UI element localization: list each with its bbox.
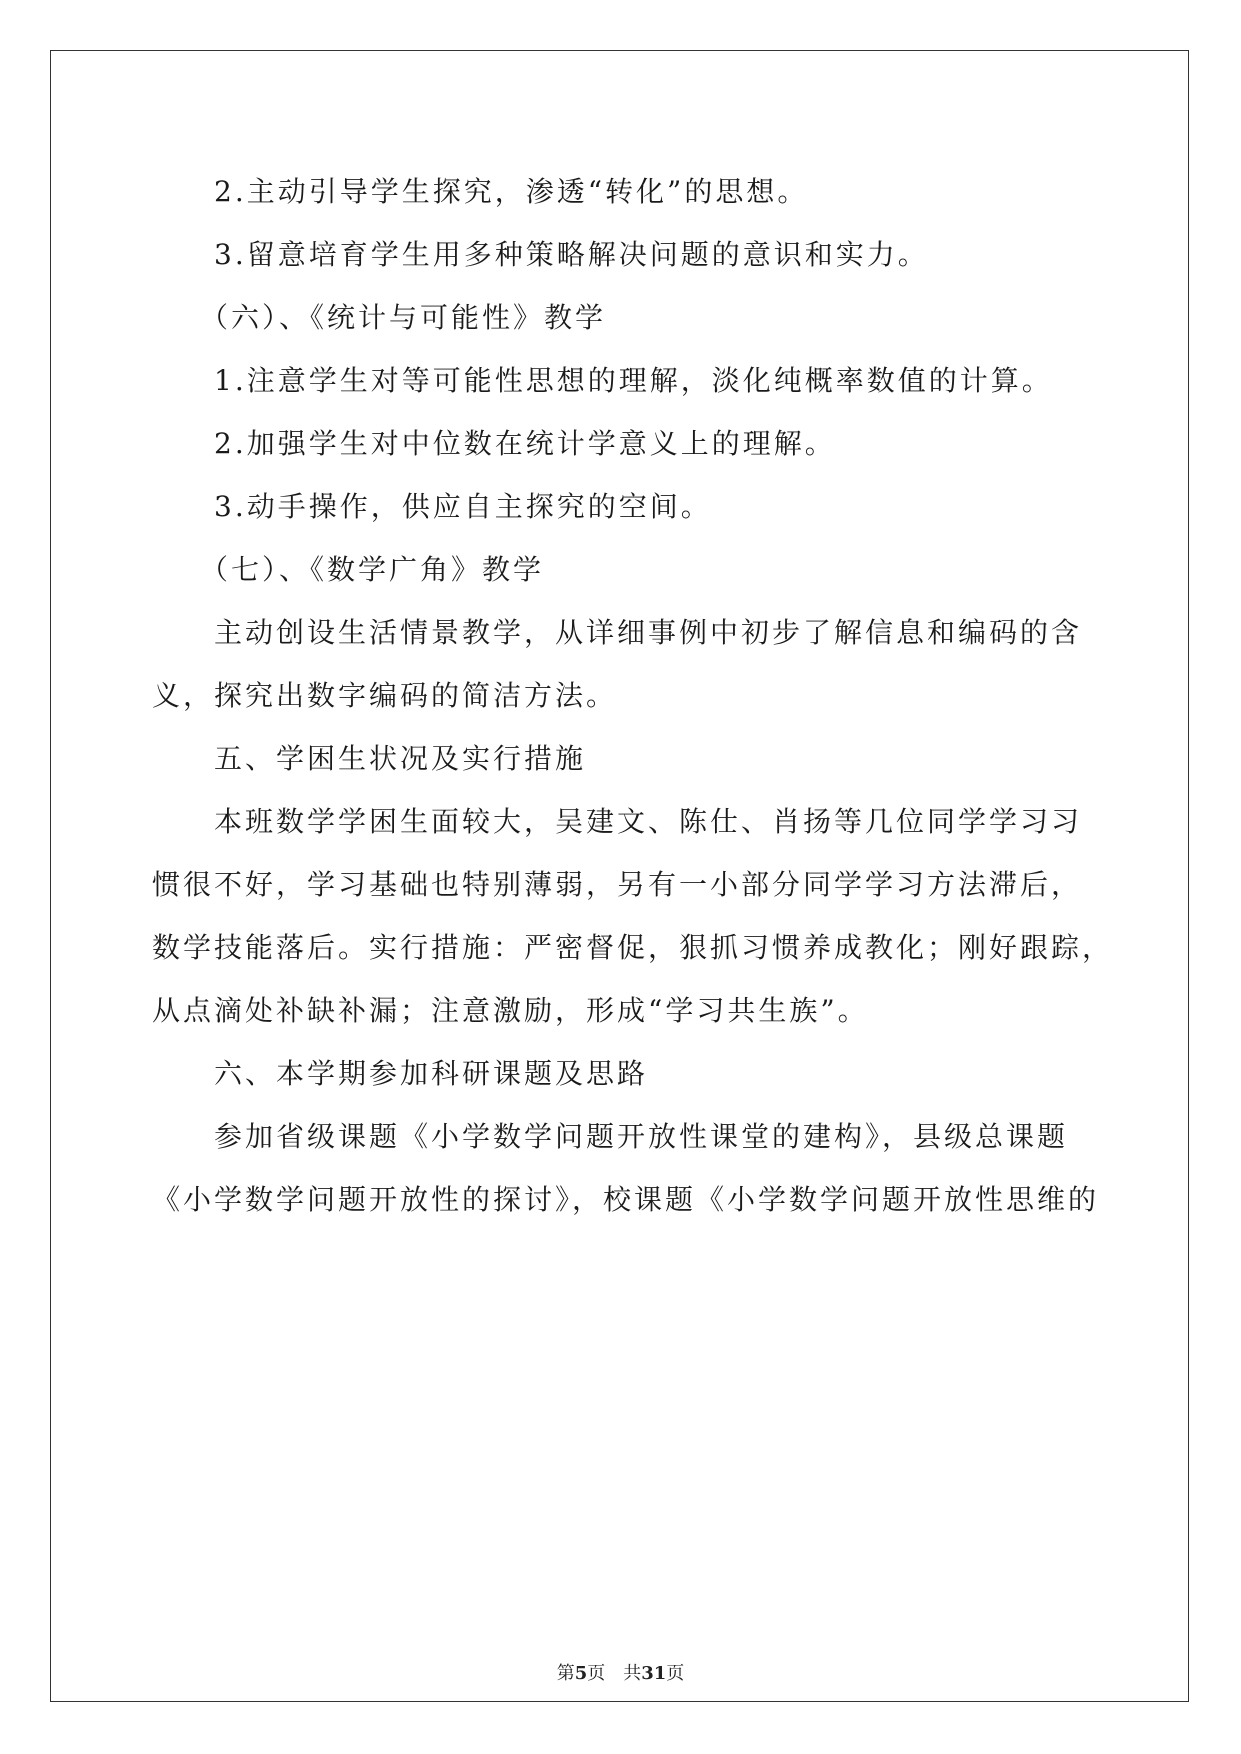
paragraph-line: 1.注意学生对等可能性思想的理解，淡化纯概率数值的计算。 xyxy=(214,364,1053,397)
paragraph-line: 《小学数学问题开放性的探讨》，校课题《小学数学问题开放性思维的 xyxy=(152,1183,1100,1216)
paragraph-line: 2.加强学生对中位数在统计学意义上的理解。 xyxy=(214,427,836,460)
footer-mid: 页 共 xyxy=(587,1663,642,1684)
section-heading: （七）、《数学广角》教学 xyxy=(200,553,545,586)
section-heading: （六）、《统计与可能性》教学 xyxy=(200,301,607,334)
total-page-number: 31 xyxy=(641,1663,667,1684)
document-body xyxy=(152,160,1112,1231)
footer-prefix: 第 xyxy=(556,1663,575,1684)
paragraph-line: 主动创设生活情景教学，从详细事例中初步了解信息和编码的含 xyxy=(214,616,1083,649)
paragraph-line: 数学技能落后。实行措施：严密督促，狠抓习惯养成教化；刚好跟踪， xyxy=(152,931,1114,964)
current-page-number: 5 xyxy=(574,1663,588,1684)
paragraph-line: 2.主动引导学生探究，渗透“转化”的思想。 xyxy=(214,175,809,208)
paragraph-line: 惯很不好，学习基础也特别薄弱，另有一小部分同学学习方法滞后， xyxy=(152,868,1083,901)
paragraph-line: 3.动手操作，供应自主探究的空间。 xyxy=(214,490,712,523)
paragraph-line: 本班数学学困生面较大，吴建文、陈仕、肖扬等几位同学学习习 xyxy=(214,805,1083,838)
footer-suffix: 页 xyxy=(666,1663,685,1684)
section-heading: 五、学困生状况及实行措施 xyxy=(214,742,587,775)
section-heading: 六、本学期参加科研课题及思路 xyxy=(214,1057,649,1090)
paragraph-line: 从点滴处补缺补漏；注意激励，形成“学习共生族”。 xyxy=(152,994,869,1027)
paragraph-line: 义，探究出数字编码的简洁方法。 xyxy=(152,679,618,712)
paragraph-line: 参加省级课题《小学数学问题开放性课堂的建构》，县级总课题 xyxy=(214,1120,1069,1153)
paragraph-line: 3.留意培育学生用多种策略解决问题的意识和实力。 xyxy=(214,238,929,271)
page-footer xyxy=(0,1659,1241,1685)
